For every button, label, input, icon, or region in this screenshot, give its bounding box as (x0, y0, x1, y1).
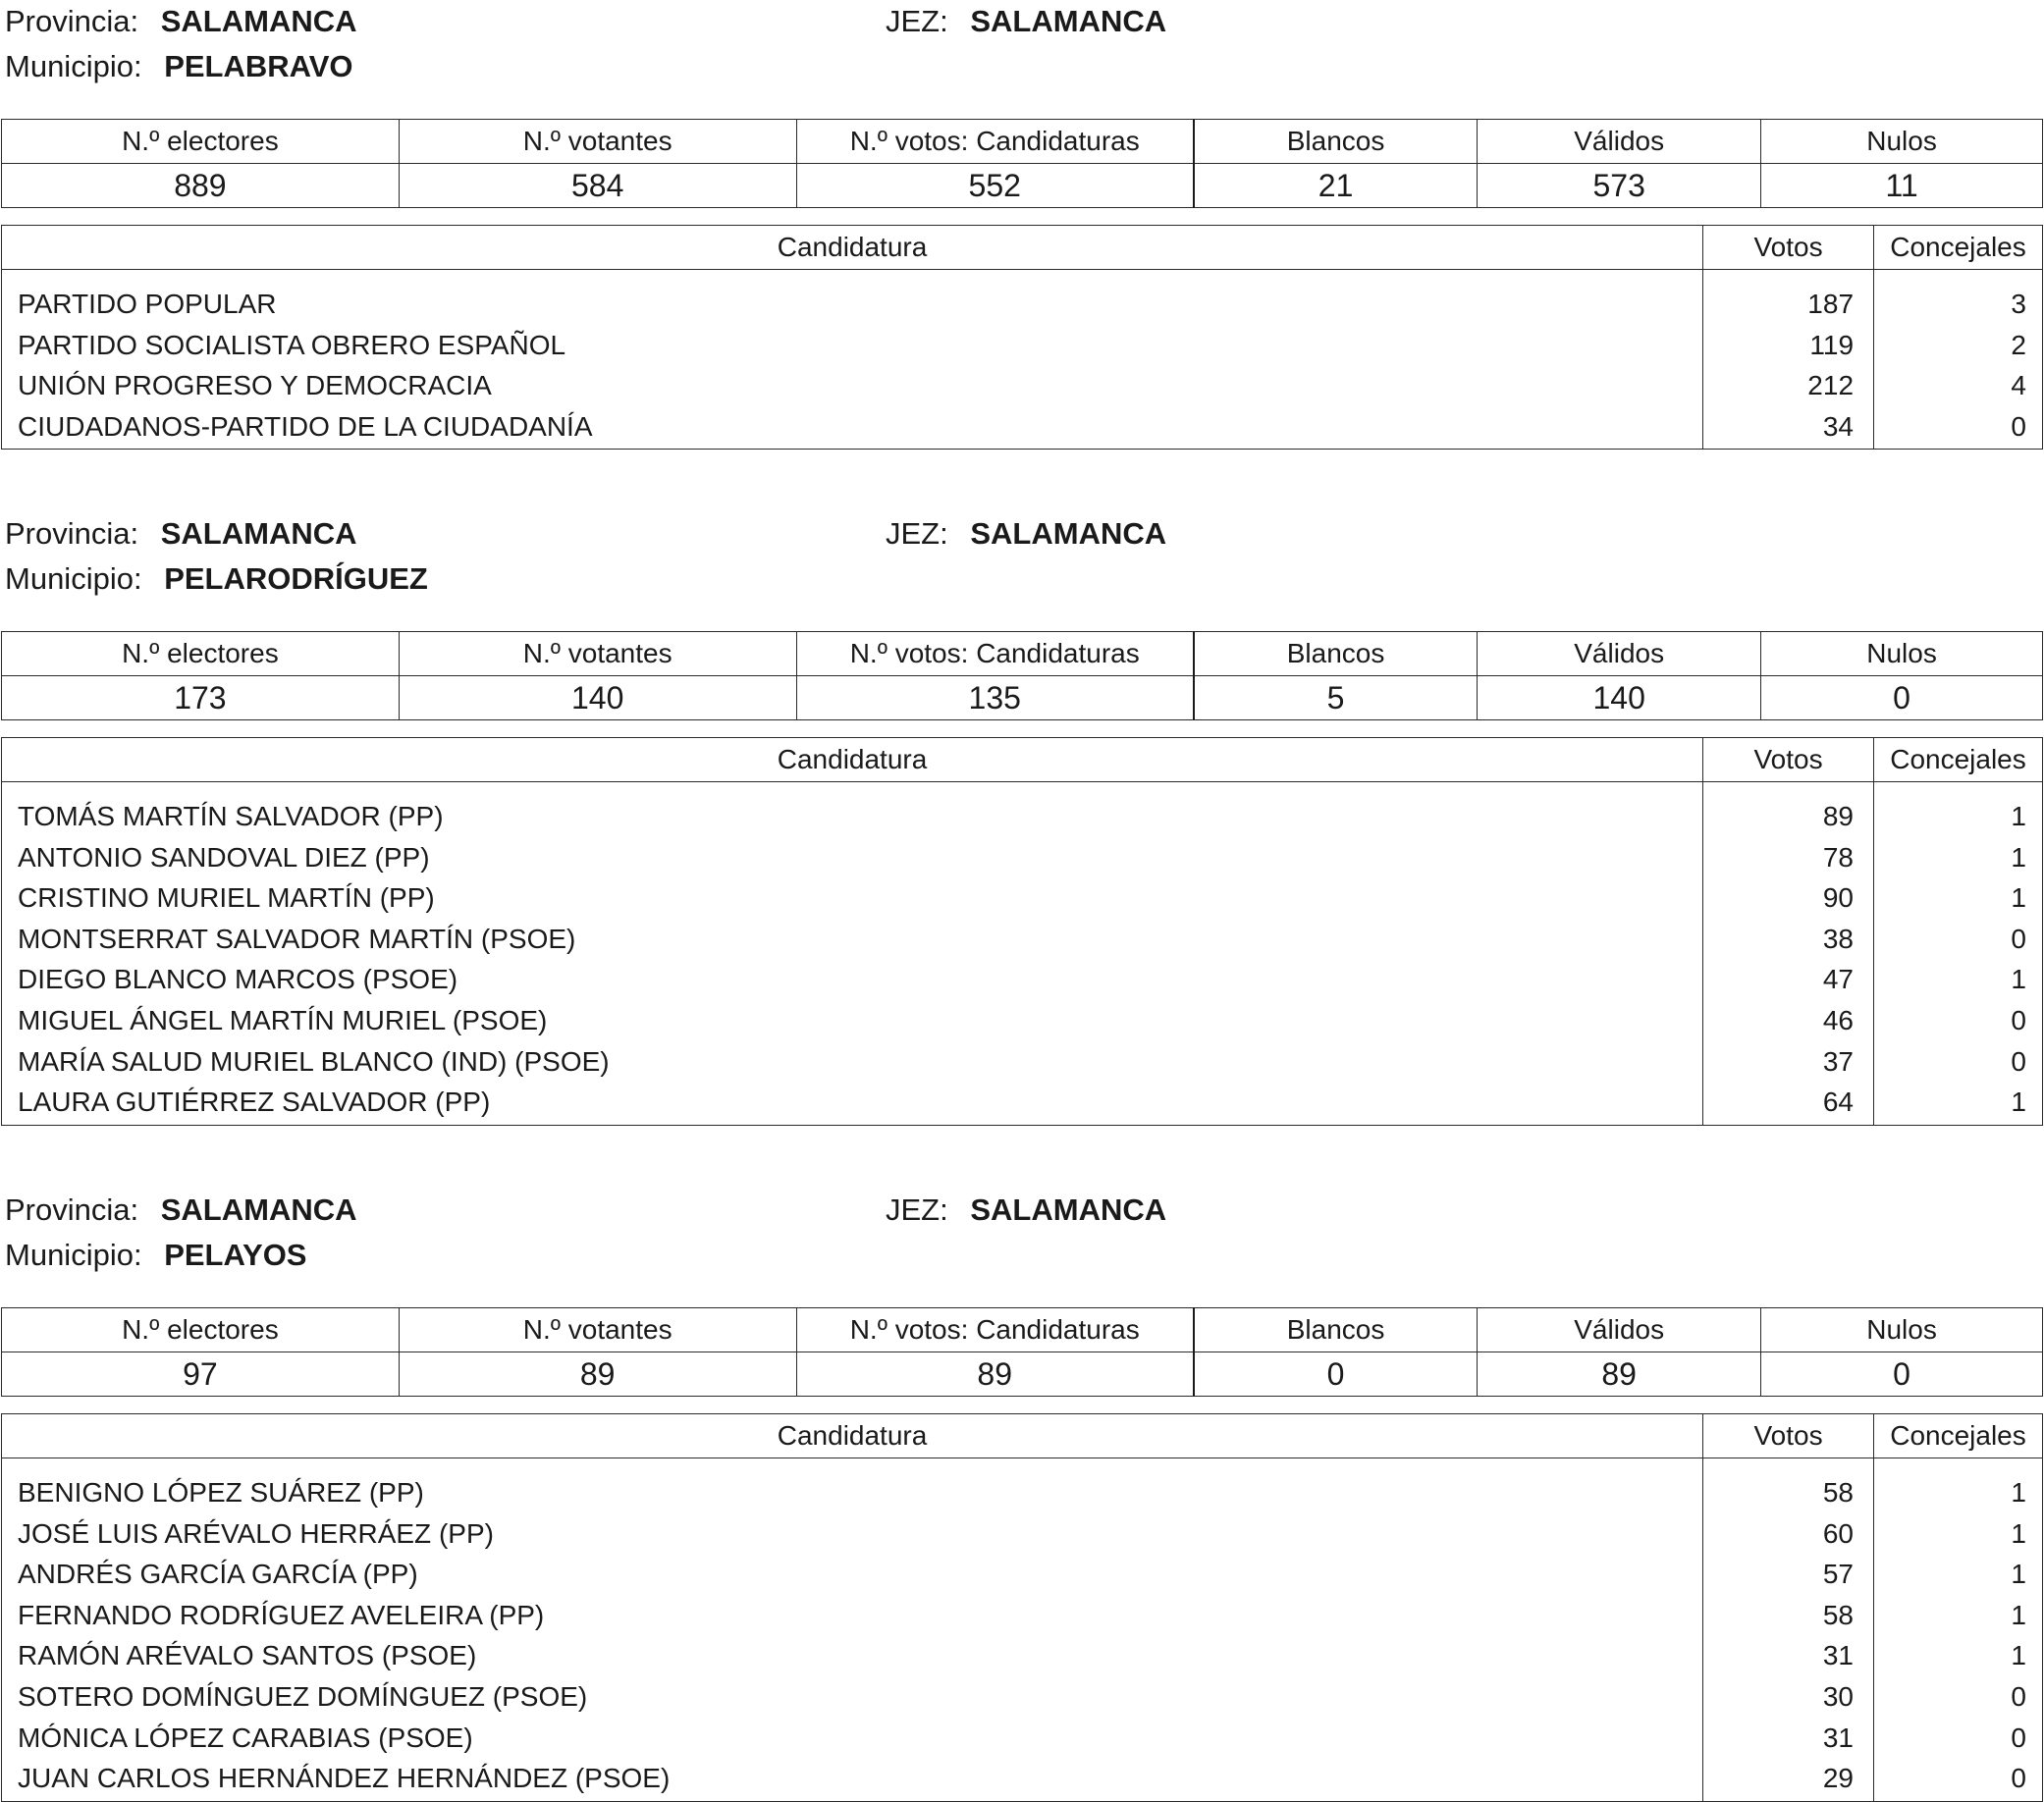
table-row (2, 782, 2043, 837)
votantes-header: N.º votantes (399, 120, 796, 164)
table-row (2, 1082, 2043, 1125)
provincia-value: SALAMANCA (160, 1192, 357, 1227)
candidate-votes: 37 (1703, 1041, 1874, 1083)
summary-header-row (2, 632, 2043, 676)
votos-candidaturas-header: N.º votos: Candidaturas (796, 1308, 1194, 1352)
candidate-votes: 64 (1703, 1082, 1874, 1125)
jez-value: SALAMANCA (970, 4, 1167, 38)
municipio-value: PELARODRÍGUEZ (164, 561, 428, 596)
blancos-value: 21 (1194, 164, 1478, 208)
provincia-line (5, 4, 357, 39)
summary-table (1, 1307, 2043, 1397)
provincia-label: Provincia: (5, 1192, 139, 1227)
candidate-votes: 60 (1703, 1513, 1874, 1555)
candidate-name: TOMÁS MARTÍN SALVADOR (PP) (2, 782, 1703, 837)
electores-header: N.º electores (2, 632, 400, 676)
votos-candidaturas-value: 89 (796, 1352, 1194, 1397)
candidates-table (1, 737, 2043, 1126)
candidate-seats: 1 (1874, 959, 2043, 1000)
candidate-name: PARTIDO POPULAR (2, 270, 1703, 325)
concejales-header: Concejales (1874, 738, 2043, 782)
summary-value-row (2, 164, 2043, 208)
nulos-header: Nulos (1761, 1308, 2043, 1352)
candidate-votes: 90 (1703, 877, 1874, 919)
table-row (2, 270, 2043, 325)
provincia-value: SALAMANCA (160, 4, 357, 38)
table-row (2, 406, 2043, 450)
table-row (2, 1554, 2043, 1595)
jez-label: JEZ: (886, 516, 948, 551)
table-row (2, 837, 2043, 878)
candidate-votes: 57 (1703, 1554, 1874, 1595)
summary-value-row (2, 1352, 2043, 1397)
candidate-name: LAURA GUTIÉRREZ SALVADOR (PP) (2, 1082, 1703, 1125)
validos-header: Válidos (1478, 632, 1761, 676)
candidate-seats: 1 (1874, 1554, 2043, 1595)
validos-header: Válidos (1478, 120, 1761, 164)
provincia-line (5, 1192, 357, 1228)
municipio-line (5, 49, 353, 84)
municipio-value: PELAYOS (164, 1238, 307, 1272)
candidate-seats: 0 (1874, 1718, 2043, 1759)
candidate-votes: 46 (1703, 1000, 1874, 1041)
summary-table (1, 631, 2043, 720)
candidate-votes: 38 (1703, 919, 1874, 960)
candidatura-header: Candidatura (2, 226, 1703, 270)
provincia-value: SALAMANCA (160, 516, 357, 551)
candidate-name: JOSÉ LUIS ARÉVALO HERRÁEZ (PP) (2, 1513, 1703, 1555)
votantes-value: 140 (399, 676, 796, 720)
candidate-name: BENIGNO LÓPEZ SUÁREZ (PP) (2, 1458, 1703, 1513)
validos-header: Válidos (1478, 1308, 1761, 1352)
municipio-label: Municipio: (5, 561, 142, 596)
candidate-votes: 119 (1703, 325, 1874, 366)
jez-label: JEZ: (886, 4, 948, 38)
candidate-name: RAMÓN ARÉVALO SANTOS (PSOE) (2, 1635, 1703, 1676)
candidate-name: PARTIDO SOCIALISTA OBRERO ESPAÑOL (2, 325, 1703, 366)
table-row (2, 1718, 2043, 1759)
candidate-seats: 0 (1874, 1000, 2043, 1041)
jez-value: SALAMANCA (970, 1192, 1167, 1227)
candidate-seats: 0 (1874, 1676, 2043, 1718)
votos-candidaturas-header: N.º votos: Candidaturas (796, 632, 1194, 676)
table-row (2, 1458, 2043, 1513)
municipio-label: Municipio: (5, 1238, 142, 1272)
table-row (2, 325, 2043, 366)
votos-header: Votos (1703, 738, 1874, 782)
votos-header: Votos (1703, 226, 1874, 270)
candidate-name: CIUDADANOS-PARTIDO DE LA CIUDADANÍA (2, 406, 1703, 450)
candidate-seats: 0 (1874, 406, 2043, 450)
jez-label: JEZ: (886, 1192, 948, 1227)
candidate-votes: 34 (1703, 406, 1874, 450)
electores-header: N.º electores (2, 120, 400, 164)
table-row (2, 1000, 2043, 1041)
candidates-table (1, 225, 2043, 450)
candidate-votes: 31 (1703, 1718, 1874, 1759)
summary-header-row (2, 1308, 2043, 1352)
nulos-header: Nulos (1761, 120, 2043, 164)
candidate-seats: 0 (1874, 919, 2043, 960)
nulos-value: 0 (1761, 676, 2043, 720)
votantes-value: 584 (399, 164, 796, 208)
candidate-votes: 187 (1703, 270, 1874, 325)
municipio-value: PELABRAVO (164, 49, 353, 83)
concejales-header: Concejales (1874, 1414, 2043, 1458)
candidate-votes: 47 (1703, 959, 1874, 1000)
candidate-votes: 78 (1703, 837, 1874, 878)
candidates-header-row (2, 226, 2043, 270)
table-row (2, 919, 2043, 960)
validos-value: 140 (1478, 676, 1761, 720)
table-row (2, 1513, 2043, 1555)
candidate-votes: 30 (1703, 1676, 1874, 1718)
candidate-seats: 4 (1874, 365, 2043, 406)
validos-value: 89 (1478, 1352, 1761, 1397)
table-row (2, 1595, 2043, 1636)
nulos-header: Nulos (1761, 632, 2043, 676)
candidate-seats: 1 (1874, 837, 2043, 878)
blancos-header: Blancos (1194, 632, 1478, 676)
candidate-votes: 58 (1703, 1458, 1874, 1513)
candidate-name: MONTSERRAT SALVADOR MARTÍN (PSOE) (2, 919, 1703, 960)
provincia-label: Provincia: (5, 516, 139, 551)
votos-candidaturas-header: N.º votos: Candidaturas (796, 120, 1194, 164)
candidate-name: MIGUEL ÁNGEL MARTÍN MURIEL (PSOE) (2, 1000, 1703, 1041)
candidate-name: MÓNICA LÓPEZ CARABIAS (PSOE) (2, 1718, 1703, 1759)
candidate-seats: 1 (1874, 877, 2043, 919)
candidates-header-row (2, 1414, 2043, 1458)
candidate-seats: 1 (1874, 1458, 2043, 1513)
candidate-name: JUAN CARLOS HERNÁNDEZ HERNÁNDEZ (PSOE) (2, 1758, 1703, 1801)
votos-candidaturas-value: 135 (796, 676, 1194, 720)
candidate-votes: 58 (1703, 1595, 1874, 1636)
table-row (2, 365, 2043, 406)
table-row (2, 1635, 2043, 1676)
candidate-seats: 2 (1874, 325, 2043, 366)
votantes-value: 89 (399, 1352, 796, 1397)
candidate-name: FERNANDO RODRÍGUEZ AVELEIRA (PP) (2, 1595, 1703, 1636)
jez-line (886, 1192, 1166, 1228)
summary-table (1, 119, 2043, 208)
votantes-header: N.º votantes (399, 632, 796, 676)
electores-value: 889 (2, 164, 400, 208)
candidate-name: SOTERO DOMÍNGUEZ DOMÍNGUEZ (PSOE) (2, 1676, 1703, 1718)
candidate-votes: 89 (1703, 782, 1874, 837)
candidate-votes: 29 (1703, 1758, 1874, 1801)
electores-value: 173 (2, 676, 400, 720)
municipio-line (5, 561, 428, 597)
nulos-value: 11 (1761, 164, 2043, 208)
candidate-seats: 1 (1874, 1595, 2043, 1636)
candidate-name: CRISTINO MURIEL MARTÍN (PP) (2, 877, 1703, 919)
candidate-name: ANTONIO SANDOVAL DIEZ (PP) (2, 837, 1703, 878)
candidate-seats: 0 (1874, 1041, 2043, 1083)
electores-header: N.º electores (2, 1308, 400, 1352)
concejales-header: Concejales (1874, 226, 2043, 270)
candidates-table (1, 1413, 2043, 1802)
municipio-label: Municipio: (5, 49, 142, 83)
provincia-line (5, 516, 357, 552)
jez-line (886, 4, 1166, 39)
votos-candidaturas-value: 552 (796, 164, 1194, 208)
provincia-label: Provincia: (5, 4, 139, 38)
summary-header-row (2, 120, 2043, 164)
nulos-value: 0 (1761, 1352, 2043, 1397)
candidate-name: MARÍA SALUD MURIEL BLANCO (IND) (PSOE) (2, 1041, 1703, 1083)
candidate-seats: 0 (1874, 1758, 2043, 1801)
table-row (2, 1758, 2043, 1801)
candidate-seats: 1 (1874, 1513, 2043, 1555)
candidate-votes: 212 (1703, 365, 1874, 406)
candidate-name: ANDRÉS GARCÍA GARCÍA (PP) (2, 1554, 1703, 1595)
blancos-value: 5 (1194, 676, 1478, 720)
candidate-seats: 1 (1874, 782, 2043, 837)
candidates-header-row (2, 738, 2043, 782)
candidate-name: DIEGO BLANCO MARCOS (PSOE) (2, 959, 1703, 1000)
table-row (2, 1041, 2043, 1083)
candidate-seats: 1 (1874, 1082, 2043, 1125)
candidate-votes: 31 (1703, 1635, 1874, 1676)
votantes-header: N.º votantes (399, 1308, 796, 1352)
jez-value: SALAMANCA (970, 516, 1167, 551)
blancos-header: Blancos (1194, 1308, 1478, 1352)
table-row (2, 877, 2043, 919)
candidatura-header: Candidatura (2, 1414, 1703, 1458)
jez-line (886, 516, 1166, 552)
validos-value: 573 (1478, 164, 1761, 208)
table-row (2, 959, 2043, 1000)
municipio-line (5, 1238, 307, 1273)
votos-header: Votos (1703, 1414, 1874, 1458)
blancos-value: 0 (1194, 1352, 1478, 1397)
candidate-name: UNIÓN PROGRESO Y DEMOCRACIA (2, 365, 1703, 406)
candidate-seats: 1 (1874, 1635, 2043, 1676)
summary-value-row (2, 676, 2043, 720)
blancos-header: Blancos (1194, 120, 1478, 164)
table-row (2, 1676, 2043, 1718)
electores-value: 97 (2, 1352, 400, 1397)
candidatura-header: Candidatura (2, 738, 1703, 782)
candidate-seats: 3 (1874, 270, 2043, 325)
